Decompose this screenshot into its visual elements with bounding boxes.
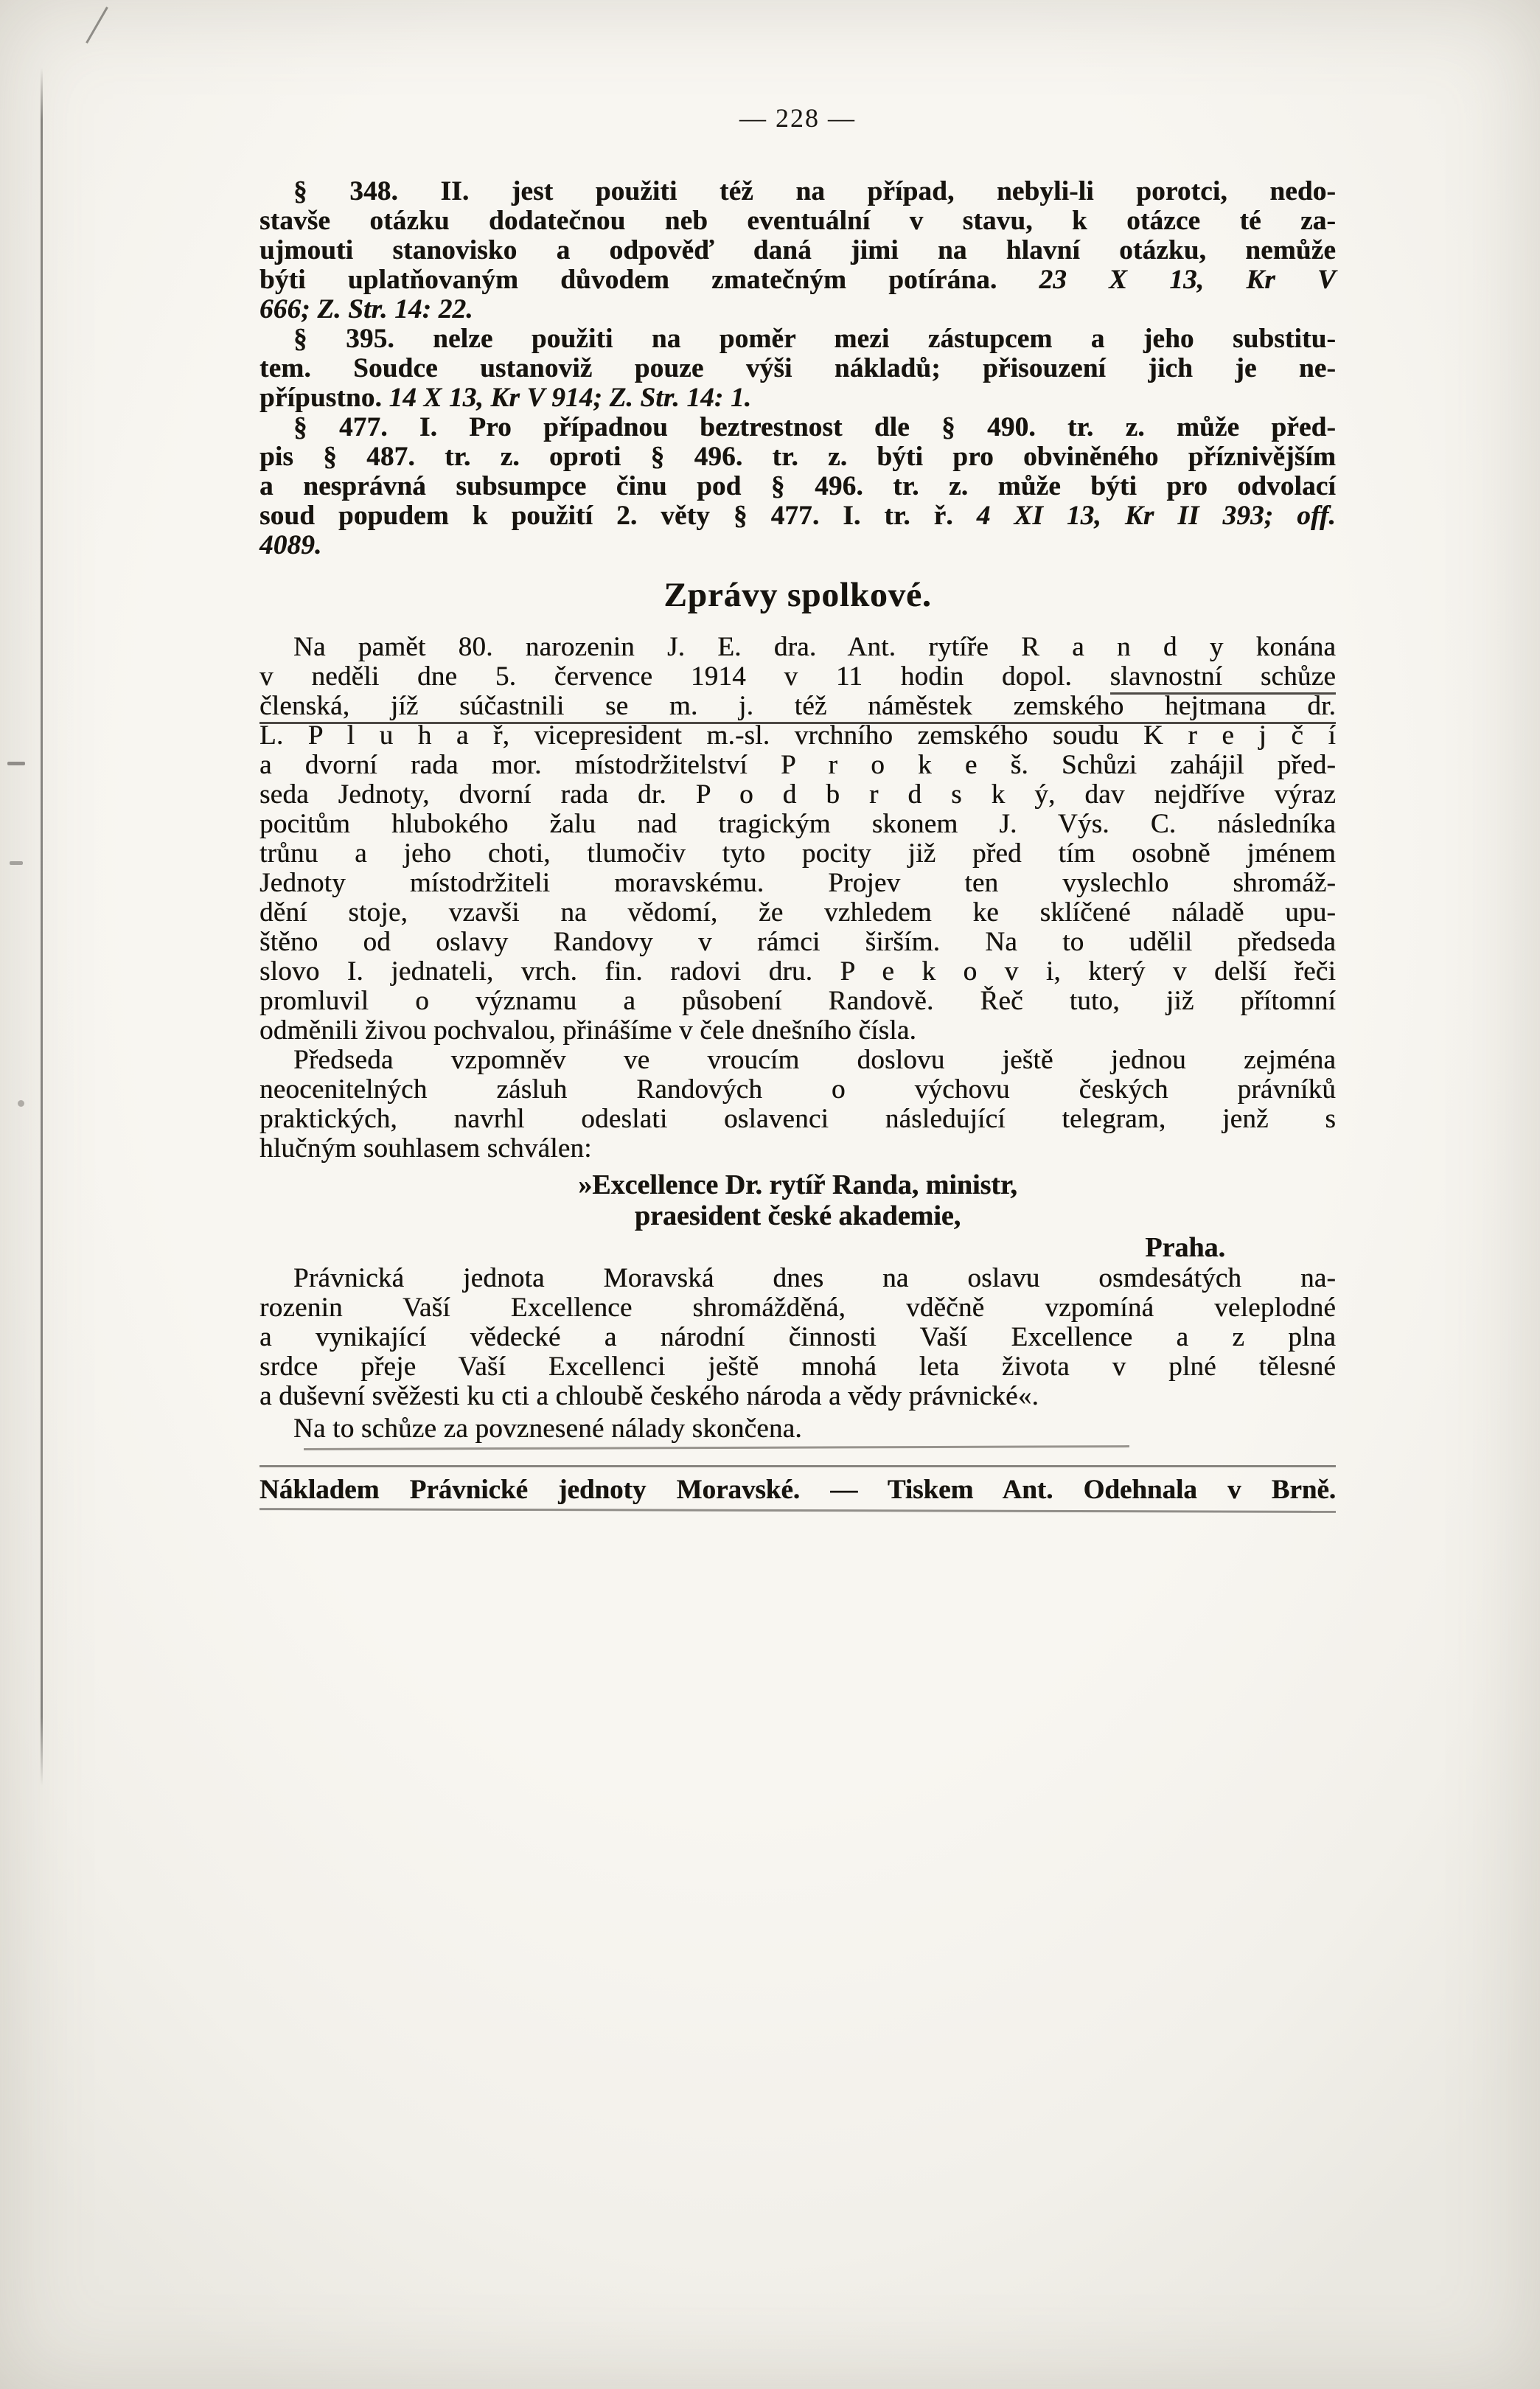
text-line	[259, 265, 1336, 295]
text-line	[259, 751, 1336, 780]
text-segment: promluvil o významu a působení Randově. Řeč tuto, již přítomní	[259, 986, 1336, 1016]
text-segment: přípustno.	[259, 383, 389, 413]
paragraph	[259, 1046, 1336, 1164]
paragraph	[259, 177, 1336, 324]
text-segment: členská, jíž súčastnili se m. j. též náměstek zemského hejtmana dr.	[259, 691, 1336, 724]
section-heading: Zprávy spolkové.	[663, 576, 932, 614]
text-segment: stavše otázku dodatečnou neb eventuální v stavu, k otázce té za-	[259, 206, 1336, 236]
text-line	[259, 1323, 1336, 1352]
text-segment: slovo I. jednateli, vrch. fin. radovi dru. P e k o v i, který v delší řeči	[259, 956, 1336, 987]
telegram-place: Praha.	[1145, 1232, 1225, 1263]
text-segment: 666; Z. Str. 14: 22.	[259, 294, 473, 324]
scan-edge-line	[41, 68, 43, 1786]
text-segment: trůnu a jeho choti, tlumočiv tyto pocity již před tím osobně jménem	[259, 838, 1336, 869]
text-line	[259, 987, 1336, 1016]
text-line	[259, 383, 1336, 413]
page-number: — 228 —	[739, 103, 856, 133]
text-line	[259, 472, 1336, 501]
text-line	[259, 957, 1336, 987]
paragraph	[259, 413, 1336, 560]
text-line	[259, 898, 1336, 928]
text-line	[259, 1382, 1336, 1411]
text-line	[259, 531, 1336, 560]
footer-rule	[259, 1465, 1336, 1467]
text-segment: 4089.	[259, 530, 322, 560]
legal-notes-section	[259, 177, 1336, 560]
text-line	[259, 295, 1336, 324]
text-segment: 14 X 13, Kr V 914; Z. Str. 14: 1.	[389, 383, 752, 413]
text-line	[259, 1352, 1336, 1382]
text-line	[259, 662, 1336, 692]
text-segment: býti uplatňovaným důvodem zmatečným potírána.	[259, 265, 1039, 295]
text-segment: srdce přeje Vaší Excellenci ještě mnohá leta života v plné tělesné	[259, 1352, 1336, 1382]
text-segment: Na to schůze za povznesené nálady skončena.	[293, 1413, 802, 1444]
text-line	[259, 633, 1336, 662]
scan-margin-dash	[7, 762, 25, 765]
text-line	[259, 721, 1336, 751]
text-segment: tem. Soudce ustanoviž pouze výši nákladů; přisouzení jich je ne-	[259, 353, 1336, 383]
text-segment: odměnili živou pochvalou, přinášíme v čele dnešního čísla.	[259, 1015, 916, 1046]
text-line	[259, 324, 1336, 354]
paragraph	[259, 324, 1336, 413]
text-segment: štěno od oslavy Randovy v rámci širším. Na to udělil předseda	[259, 927, 1336, 957]
text-segment: Předseda vzpomněv ve vroucím doslovu ještě jednou zejména	[293, 1045, 1336, 1075]
text-segment: slavnostní schůze	[1110, 661, 1336, 695]
text-segment: neocenitelných zásluh Randových o výchovu českých právníků	[259, 1074, 1336, 1105]
text-segment: ujmouti stanovisko a odpověď daná jimi na hlavní otázku, nemůže	[259, 235, 1336, 265]
scan-margin-dot	[18, 1100, 24, 1107]
text-line	[259, 1105, 1336, 1134]
bleed-through-line	[304, 1445, 1129, 1450]
text-line	[259, 413, 1336, 442]
text-segment: § 395. nelze použiti na poměr mezi zástupcem a jeho substitu-	[293, 324, 1336, 354]
text-line	[259, 1293, 1336, 1323]
text-segment: Na pamět 80. narozenin J. E. dra. Ant. rytíře R a n d y konána	[293, 632, 1336, 662]
text-segment: pocitům hlubokého žalu nad tragickým skonem J. Výs. C. následníka	[259, 809, 1336, 839]
text-line	[259, 1075, 1336, 1105]
text-segment: Právnická jednota Moravská dnes na oslavu osmdesátých na-	[293, 1263, 1336, 1293]
text-segment: § 348. II. jest použiti též na případ, nebyli-li porotci, nedo-	[293, 176, 1336, 206]
text-line	[259, 236, 1336, 265]
text-segment: L. P l u h a ř, vicepresident m.-sl. vrchního zemského soudu K r e j č í	[259, 720, 1336, 751]
text-segment: rozenin Vaší Excellence shromážděná, vděčně vzpomíná veleplodné	[259, 1293, 1336, 1323]
text-line	[259, 442, 1336, 472]
text-segment: v neděli dne 5. července 1914 v 11 hodin dopol.	[259, 661, 1110, 692]
text-line	[259, 1016, 1336, 1046]
text-block	[259, 103, 1336, 1512]
text-segment: praktických, navrhl odeslati oslavenci následující telegram, jenž s	[259, 1104, 1336, 1134]
telegram-block	[259, 1169, 1336, 1264]
text-line	[259, 354, 1336, 383]
footer-underline-mark	[259, 1508, 1336, 1513]
text-segment: a duševní svěžesti ku cti a chloubě českého národa a vědy právnické«.	[259, 1381, 1039, 1411]
imprint-footer	[259, 1465, 1336, 1512]
text-line	[259, 869, 1336, 898]
text-line	[259, 928, 1336, 957]
text-line	[259, 780, 1336, 810]
text-segment: dění stoje, vzavši na vědomí, že vzhledem ke sklíčené náladě upu-	[259, 897, 1336, 928]
text-segment: seda Jednoty, dvorní rada dr. P o d b r d s k ý, dav nejdříve výraz	[259, 779, 1336, 810]
text-segment: Jednoty místodržiteli moravskému. Projev ten vyslechlo shromáž-	[259, 868, 1336, 898]
text-line	[259, 810, 1336, 839]
text-segment: a nesprávná subsumpce činu pod § 496. tr. z. může býti pro odvolací	[259, 471, 1336, 501]
text-segment: a dvorní rada mor. místodržitelství P r o k e š. Schůzi zahájil před-	[259, 750, 1336, 780]
text-segment: pis § 487. tr. z. oproti § 496. tr. z. býti pro obviněného příznivějším	[259, 442, 1336, 472]
telegram-address-line-2: praesident české akademie,	[634, 1200, 961, 1231]
paragraph	[259, 1414, 1336, 1444]
text-line	[259, 501, 1336, 531]
text-line	[259, 1264, 1336, 1293]
society-report-section	[259, 633, 1336, 1164]
text-line	[259, 1134, 1336, 1164]
text-segment: a vynikající vědecké a národní činnosti Vaší Excellence a z plna	[259, 1322, 1336, 1352]
text-line	[259, 206, 1336, 236]
imprint-line: Nákladem Právnické jednoty Moravské. — Tiskem Ant. Odehnala v Brně.	[259, 1475, 1336, 1505]
scan-corner-mark	[86, 7, 108, 44]
text-line	[259, 692, 1336, 721]
text-line	[259, 1414, 1336, 1444]
text-segment: § 477. I. Pro případnou beztrestnost dle § 490. tr. z. může před-	[293, 412, 1336, 442]
text-line	[259, 1046, 1336, 1075]
text-segment: hlučným souhlasem schválen:	[259, 1133, 592, 1164]
text-line	[259, 177, 1336, 206]
paragraph	[259, 1264, 1336, 1411]
closing-line-section	[259, 1414, 1336, 1444]
text-segment: 23 X 13, Kr V	[1039, 265, 1336, 295]
text-segment: soud popudem k použití 2. věty § 477. I. tr. ř.	[259, 501, 977, 531]
text-segment: 4 XI 13, Kr II 393; off.	[976, 501, 1337, 531]
paragraph	[259, 633, 1336, 1046]
scan-margin-dash	[10, 861, 23, 865]
telegram-address-line-1: »Excellence Dr. rytíř Randa, ministr,	[578, 1169, 1017, 1200]
text-line	[259, 839, 1336, 869]
telegram-body-section	[259, 1264, 1336, 1411]
